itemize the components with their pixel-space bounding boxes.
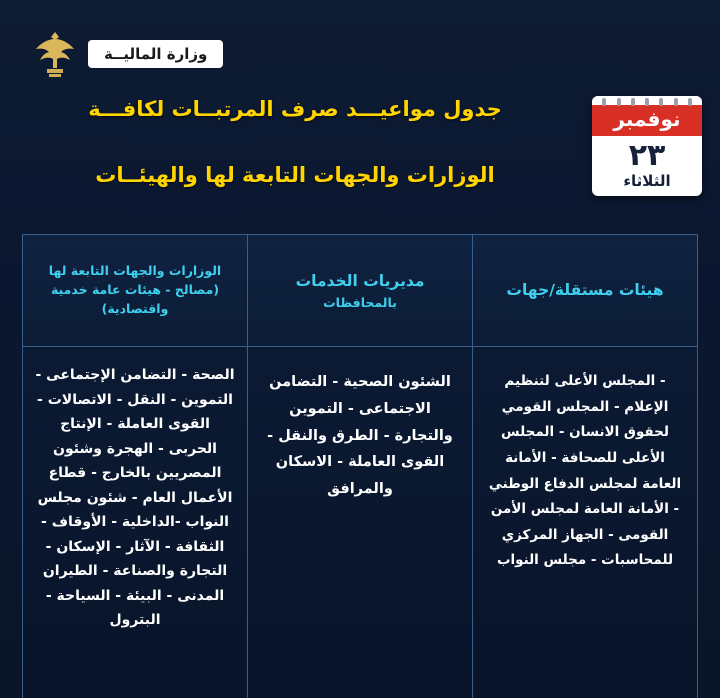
- page-title: [20, 95, 570, 190]
- egypt-eagle-emblem-icon: [32, 28, 78, 80]
- column-body-service-directorates: الشئون الصحية - التضامن الاجتماعى - التموين والتجارة - الطرق والنقل - القوى العاملة - الاسكان والمرافق: [248, 347, 472, 698]
- column-body-independent-bodies: - المجلس الأعلى لتنظيم الإعلام - المجلس القومي لحقوق الانسان - المجلس الأعلى للصحافة - الأمانة العامة لمجلس الدفاع الوطني - الأمانة العامة لمجلس الأمن القومى - الجهاز المركزي للمحاسبات - مجلس النواب: [473, 347, 697, 698]
- ministry-name-label: وزارة الماليــة: [88, 40, 223, 68]
- calendar-month: نوفمبر: [592, 105, 702, 136]
- column-header-text: [33, 262, 237, 318]
- column-header-text: هيئات مستقلة/جهات: [506, 281, 664, 300]
- column-header-text: [296, 269, 425, 312]
- calendar-day: ٢٣: [628, 138, 666, 173]
- table-column-independent-bodies: [472, 235, 697, 698]
- schedule-table: [22, 234, 698, 698]
- table-column-service-directorates: [247, 235, 472, 698]
- column-header-line2: بالمحافظات: [323, 294, 397, 310]
- calendar-widget: [592, 96, 702, 196]
- ministry-logo: [32, 28, 223, 80]
- title-line-1: جدول مواعيـــد صرف المرتبــات لكافـــة: [88, 97, 502, 121]
- page-header: [0, 0, 720, 100]
- column-header-line1: مديريات الخدمات: [295, 271, 425, 290]
- table-column-ministries: [23, 235, 247, 698]
- column-header-service-directorates: [248, 235, 472, 347]
- calendar-weekday: الثلاثاء: [623, 171, 671, 190]
- calendar-rings-icon: [592, 96, 702, 105]
- column-header-independent-bodies: [473, 235, 697, 347]
- column-header-line2: (مصالح - هيئات عامة خدمية واقتصادية): [50, 282, 220, 316]
- title-line-2: الوزارات والجهات التابعة لها والهيئــات: [95, 163, 495, 188]
- column-body-ministries: الصحة - التضامن الإجتماعى - التموين - النقل - الاتصالات - القوى العاملة - الإنتاج الحربى - الهجرة وشئون المصريين بالخارج - قطاع الأعمال العام - شئون مجلس النواب -الداخلية - الأوقاف - الثقافة - الآثار - الإسكان - التجارة والصناعة - الطيران المدنى - البيئة - السياحة - البترول: [23, 347, 247, 698]
- column-header-ministries: [23, 235, 247, 347]
- column-header-line1: الوزارات والجهات التابعة لها: [48, 263, 222, 279]
